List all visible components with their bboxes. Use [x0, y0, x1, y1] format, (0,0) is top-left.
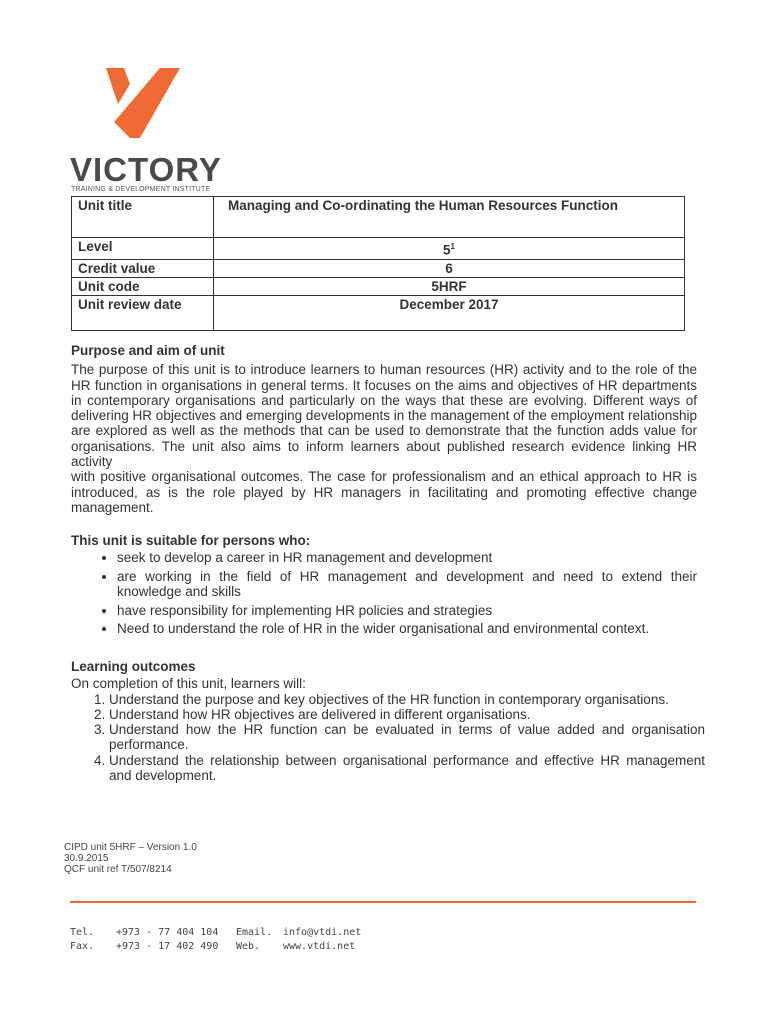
- level-label: Level: [72, 238, 214, 260]
- table-row: [72, 295, 685, 330]
- level-value: $5^1$: [214, 238, 685, 260]
- tel-number: +973 - 77 404 104: [116, 927, 219, 938]
- purpose-paragraph-2: with positive organisational outcomes. The case for professionalism and an ethical approach to HR is introduced, as is the role played by HR managers in facilitating and promoting effective change management.: [71, 469, 697, 515]
- suitable-list: [71, 550, 697, 636]
- version-footer: [64, 842, 197, 875]
- footer-qcf-ref: QCF unit ref T/507/8214: [64, 864, 172, 875]
- table-row: [72, 259, 685, 277]
- footer-divider: [70, 901, 696, 903]
- review-date-label: Unit review date: [72, 295, 214, 330]
- email-label: Email.: [236, 927, 273, 938]
- list-item: • seek to develop a career in HR management and development: [117, 550, 697, 565]
- email-link[interactable]: info@vtdi.net: [283, 927, 362, 938]
- footer-version: CIPD unit 5HRF – Version 1.0: [64, 842, 197, 853]
- list-item: • Need to understand the role of HR in the wider organisational and environmental context.: [117, 621, 697, 636]
- contact-labels-left: [70, 926, 94, 954]
- purpose-heading: Purpose and aim of unit: [71, 343, 225, 358]
- list-item: 3. Understand how the HR function can be evaluated in terms of value added and organisation performance.: [109, 722, 705, 753]
- outcomes-section: [71, 659, 705, 783]
- logo-wordmark: VICTORY: [70, 151, 222, 188]
- table-row: [72, 277, 685, 295]
- fax-label: Fax.: [70, 941, 95, 952]
- logo-mark-icon: [70, 64, 182, 140]
- list-item: • have responsibility for implementing HR policies and strategies: [117, 603, 697, 618]
- fax-number: +973 - 17 402 490: [116, 941, 219, 952]
- table-row: [72, 238, 685, 260]
- list-item: 4. Understand the relationship between organisational performance and effective HR management and development.: [109, 753, 705, 784]
- purpose-paragraph-1: The purpose of this unit is to introduce learners to human resources (HR) activity and to the role of the HR function in organisations in general terms. It focuses on the aims and objectives of HR departments in contemporary organisations and particularly on the ways that these are evolving. Different ways of delivering HR objectives and emerging developments in the management of the employment relationship are explored as well as the methods that can be used to demonstrate that the function adds value for organisations. The unit also aims to inform learners about published research evidence linking HR activity: [71, 362, 697, 470]
- unit-title-value: Managing and Co-ordinating the Human Resources Function: [214, 197, 685, 238]
- unit-code-label: Unit code: [72, 277, 214, 295]
- outcomes-list: [71, 692, 705, 784]
- outcomes-intro: On completion of this unit, learners will:: [71, 676, 306, 692]
- outcomes-heading: Learning outcomes: [71, 659, 196, 674]
- list-item: 1. Understand the purpose and key objectives of the HR function in contemporary organisations.: [109, 692, 705, 707]
- contact-online: [283, 926, 361, 954]
- unit-code-value: 5HRF: [214, 277, 685, 295]
- credit-value-value: 6: [214, 259, 685, 277]
- list-item: • are working in the field of HR management and development and need to extend their knowledge and skills: [117, 569, 697, 600]
- unit-info-table: [71, 196, 685, 331]
- table-row: [72, 197, 685, 238]
- footer-date: 30.9.2015: [64, 853, 109, 864]
- contact-labels-right: [236, 926, 272, 954]
- suitable-heading: This unit is suitable for persons who:: [71, 533, 311, 548]
- tel-label: Tel.: [70, 927, 95, 938]
- review-date-value: December 2017: [214, 295, 685, 330]
- credit-value-label: Credit value: [72, 259, 214, 277]
- logo-tagline: TRAINING & DEVELOPMENT INSTITUTE: [71, 186, 211, 193]
- victory-logo: [70, 64, 182, 145]
- list-item: 2. Understand how HR objectives are delivered in different organisations.: [109, 707, 705, 722]
- purpose-section: [71, 343, 697, 515]
- web-link[interactable]: www.vtdi.net: [283, 941, 356, 952]
- web-label: Web.: [236, 941, 261, 952]
- suitable-section: [71, 533, 697, 640]
- contact-phones: [116, 926, 218, 954]
- unit-title-label: Unit title: [72, 197, 214, 238]
